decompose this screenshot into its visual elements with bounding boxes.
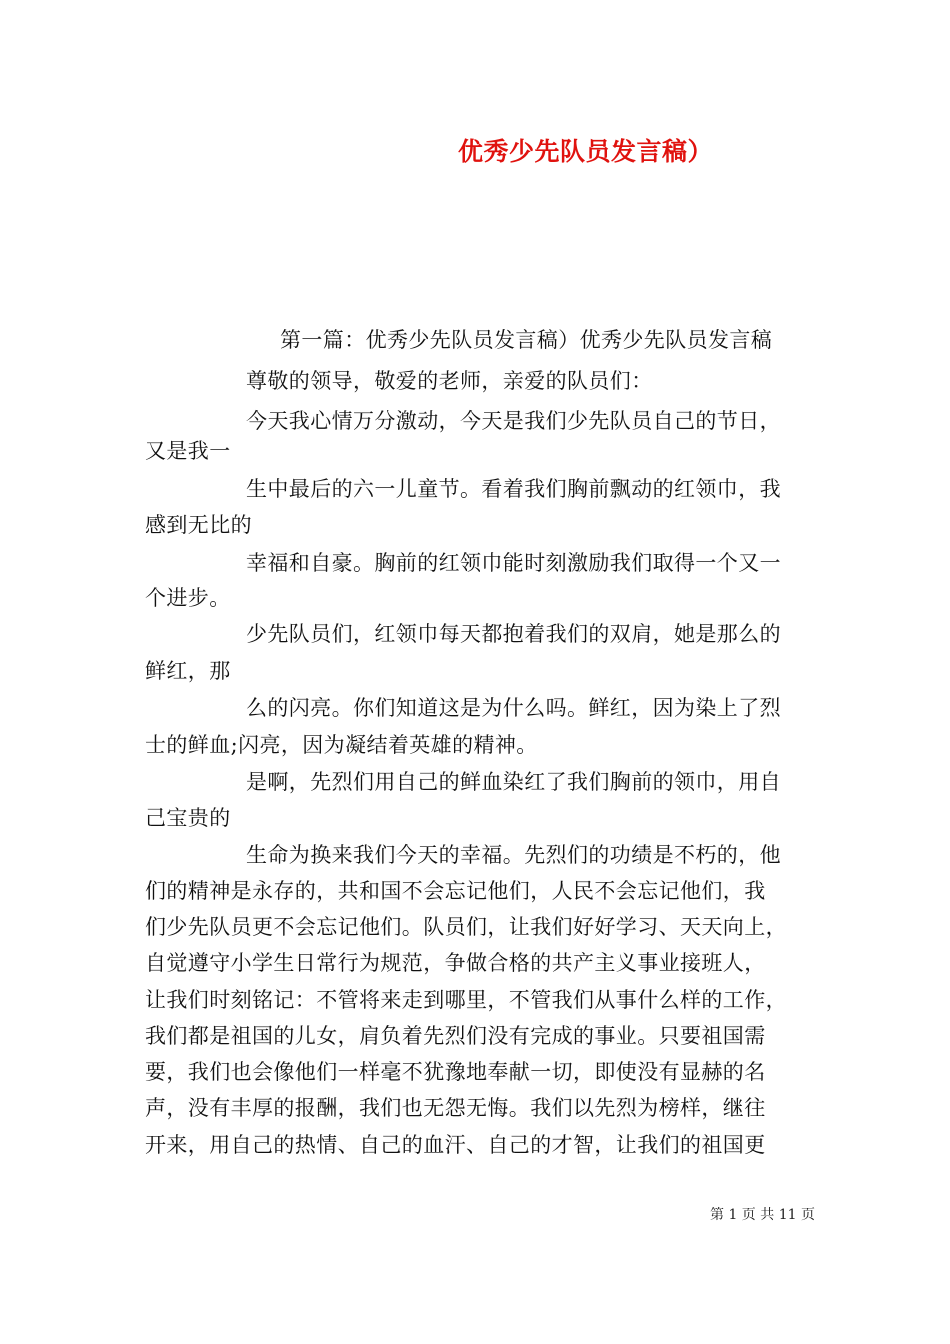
paragraph-line: 士的鲜血;闪亮，因为凝结着英雄的精神。 — [145, 733, 538, 757]
paragraph-line: 是啊，先烈们用自己的鲜血染红了我们胸前的领巾，用自 — [246, 770, 781, 794]
paragraph-line: 幸福和自豪。胸前的红领巾能时刻激励我们取得一个又一 — [246, 551, 781, 575]
paragraph-line: 让我们时刻铭记：不管将来走到哪里，不管我们从事什么样的工作， — [145, 988, 787, 1012]
paragraph-line: 今天我心情万分激动，今天是我们少先队员自己的节日， — [246, 409, 781, 433]
paragraph-line: 己宝贵的 — [145, 806, 231, 830]
paragraph-line: 要，我们也会像他们一样毫不犹豫地奉献一切，即使没有显赫的名 — [145, 1060, 766, 1084]
paragraph-line: 们的精神是永存的，共和国不会忘记他们，人民不会忘记他们，我 — [145, 879, 766, 903]
paragraph-line: 鲜红，那 — [145, 659, 231, 683]
paragraph-line: 感到无比的 — [145, 513, 252, 537]
paragraph-line: 个进步。 — [145, 586, 231, 610]
paragraph-line: 么的闪亮。你们知道这是为什么吗。鲜红，因为染上了烈 — [246, 696, 781, 720]
paragraph-line: 开来，用自己的热情、自己的血汗、自己的才智，让我们的祖国更 — [145, 1133, 766, 1157]
paragraph-line: 声，没有丰厚的报酬，我们也无怨无悔。我们以先烈为榜样，继往 — [145, 1096, 766, 1120]
paragraph-line: 自觉遵守小学生日常行为规范，争做合格的共产主义事业接班人， — [145, 951, 766, 975]
paragraph-line: 我们都是祖国的儿女，肩负着先烈们没有完成的事业。只要祖国需 — [145, 1024, 766, 1048]
page-number: 第 1 页 共 11 页 — [710, 1207, 815, 1223]
paragraph-line: 们少先队员更不会忘记他们。队员们，让我们好好学习、天天向上， — [145, 915, 787, 939]
salutation: 尊敬的领导，敬爱的老师，亲爱的队员们： — [246, 369, 653, 393]
paragraph-line: 生命为换来我们今天的幸福。先烈们的功绩是不朽的，他 — [246, 843, 781, 867]
paragraph-line: 又是我一 — [145, 439, 231, 463]
paragraph-line: 少先队员们，红领巾每天都抱着我们的双肩，她是那么的 — [246, 622, 781, 646]
document-title: 优秀少先队员发言稿） — [458, 137, 714, 166]
section-heading: 第一篇：优秀少先队员发言稿）优秀少先队员发言稿 — [280, 328, 773, 352]
paragraph-line: 生中最后的六一儿童节。看着我们胸前飘动的红领巾，我 — [246, 477, 781, 501]
